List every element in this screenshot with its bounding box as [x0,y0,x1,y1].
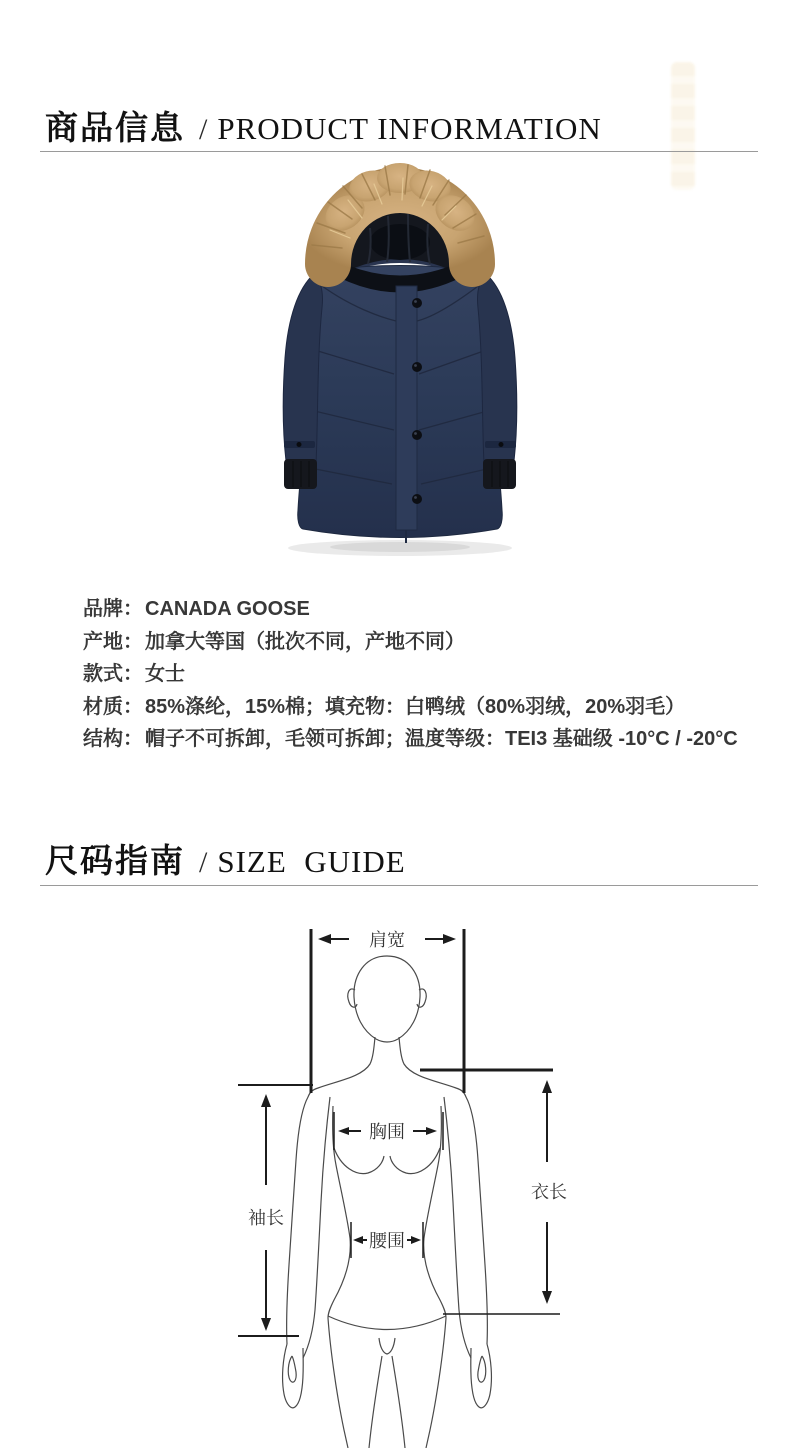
product-info-title-zh: 商品信息 [45,109,185,146]
spec-label: 材质： [83,695,143,718]
label-waist: 腰围 [369,1231,405,1251]
product-spec-list [83,593,738,756]
size-guide-diagram [215,895,585,1448]
spec-label: 款式： [83,663,143,685]
spec-style [83,658,738,691]
product-info-header [45,102,602,149]
product-photo-parka [250,158,550,573]
measurement-figure [215,895,585,1448]
figure-outline [283,956,492,1448]
spec-value: 帽子不可拆卸，毛领可拆卸；温度等级：TEI3 基础级 -10°C / -20°C [145,728,738,750]
label-chest: 胸围 [369,1122,405,1142]
size-guide-header [45,835,406,882]
spec-label: 产地： [83,630,143,653]
label-garment-length: 衣长 [531,1182,567,1202]
spec-brand [83,593,738,626]
label-shoulder-width: 肩宽 [369,930,405,950]
divider [40,885,758,886]
spec-value: 女士 [145,663,185,685]
header-separator: / [199,113,208,146]
spec-origin [83,626,738,659]
header-separator: / [199,846,208,879]
parka-illustration [250,158,550,573]
watermark [671,62,695,190]
product-info-title-en: PRODUCT INFORMATION [217,111,602,146]
size-guide-title-en: SIZE GUIDE [217,844,406,879]
spec-material [83,691,738,724]
spec-label: 结构： [83,728,143,750]
spec-structure [83,723,738,756]
spec-value: CANADA GOOSE [145,598,310,620]
label-sleeve-length: 袖长 [248,1208,284,1228]
spec-value: 加拿大等国（批次不同，产地不同） [145,630,465,653]
spec-value: 85%涤纶，15%棉；填充物：白鸭绒（80%羽绒，20%羽毛） [145,695,686,718]
front-placket [396,286,417,543]
size-guide-title-zh: 尺码指南 [45,842,185,879]
spec-label: 品牌： [83,598,143,620]
divider [40,151,758,152]
